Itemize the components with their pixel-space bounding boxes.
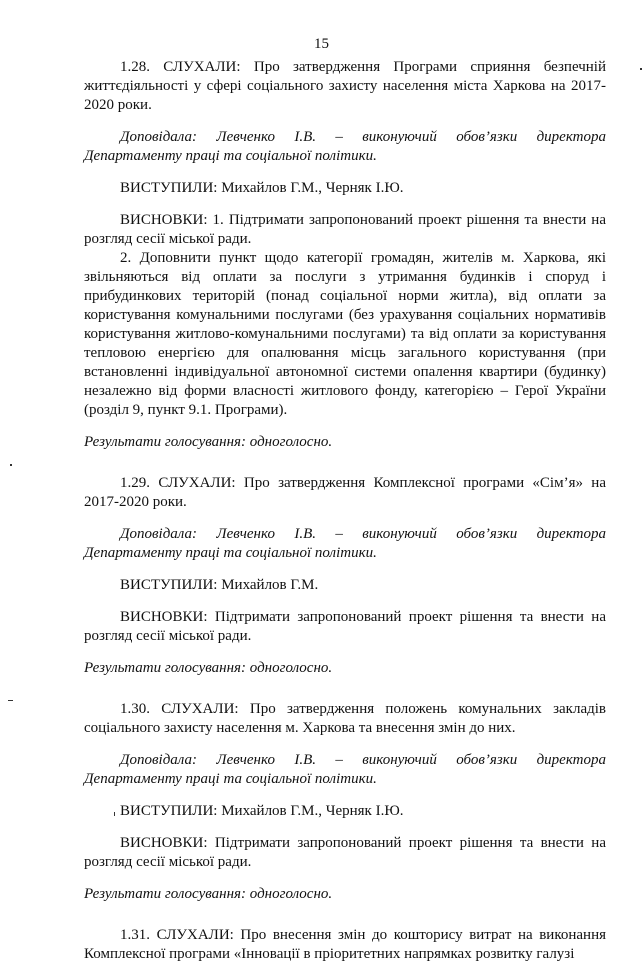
page-number: 15 bbox=[314, 36, 329, 52]
item-conclusions: ВИСНОВКИ: Підтримати запропонований проект рішення та внести на розгляд сесії міської ради. bbox=[84, 835, 606, 870]
item-spoke: ВИСТУПИЛИ: Михайлов Г.М., Черняк І.Ю. bbox=[120, 180, 404, 196]
item-conclusions: ВИСНОВКИ: 1. Підтримати запропонований проект рішення та внести на розгляд сесії міської ради. bbox=[84, 212, 606, 247]
minutes-body bbox=[84, 58, 606, 964]
agenda-item-1-28 bbox=[84, 58, 606, 452]
agenda-item-1-29 bbox=[84, 474, 606, 678]
item-spoke: ВИСТУПИЛИ: Михайлов Г.М., Черняк І.Ю. bbox=[120, 803, 404, 819]
item-conclusions-2: 2. Доповнити пункт щодо категорії громадян, жителів м. Харкова, які звільняються від оплати за послуги з утримання будинків і споруд і прибудинкових територій (понад соціальної норми житла), від оплати за користування комунальними послугами (без урахування соціальних нормативів користування житлово-комунальними послугами) та від оплати за користування тепловою енергією для опалювання місць загального користування (при встановленні індивідуальної автономної системи опалення квартири (будинку) незалежно від форми власності житлового фонду, категорією – Герої України (розділ 9, пункт 9.1. Програми). bbox=[84, 250, 606, 418]
scan-mark bbox=[8, 700, 13, 701]
item-heard: 1.30. СЛУХАЛИ: Про затвердження положень комунальних закладів соціального захисту населення м. Харкова та внесення змін до них. bbox=[84, 701, 606, 736]
item-speaker: Доповідала: Левченко І.В. – виконуючий обов’язки директора Департаменту праці та соціальної політики. bbox=[84, 752, 606, 787]
agenda-item-1-30 bbox=[84, 700, 606, 904]
item-speaker: Доповідала: Левченко І.В. – виконуючий обов’язки директора Департаменту праці та соціальної політики. bbox=[84, 526, 606, 561]
scan-mark bbox=[10, 464, 12, 466]
scan-mark bbox=[640, 68, 642, 70]
item-spoke: ВИСТУПИЛИ: Михайлов Г.М. bbox=[120, 577, 319, 593]
item-vote: Результати голосування: одноголосно. bbox=[84, 660, 333, 676]
item-speaker: Доповідала: Левченко І.В. – виконуючий обов’язки директора Департаменту праці та соціальної політики. bbox=[84, 129, 606, 164]
item-heard: 1.28. СЛУХАЛИ: Про затвердження Програми сприяння безпечній життєдіяльності у сфері соціального захисту населення міста Харкова на 2017-2020 роки. bbox=[84, 59, 606, 113]
agenda-item-1-31 bbox=[84, 926, 606, 964]
item-heard: 1.31. СЛУХАЛИ: Про внесення змін до кошторису витрат на виконання Комплексної програми «Інновації в пріоритетних напрямках розвитку галузі bbox=[84, 927, 606, 962]
item-heard: 1.29. СЛУХАЛИ: Про затвердження Комплексної програми «Сім’я» на 2017-2020 роки. bbox=[84, 475, 606, 510]
item-vote: Результати голосування: одноголосно. bbox=[84, 434, 333, 450]
item-vote: Результати голосування: одноголосно. bbox=[84, 886, 333, 902]
item-conclusions: ВИСНОВКИ: Підтримати запропонований проект рішення та внести на розгляд сесії міської ради. bbox=[84, 609, 606, 644]
